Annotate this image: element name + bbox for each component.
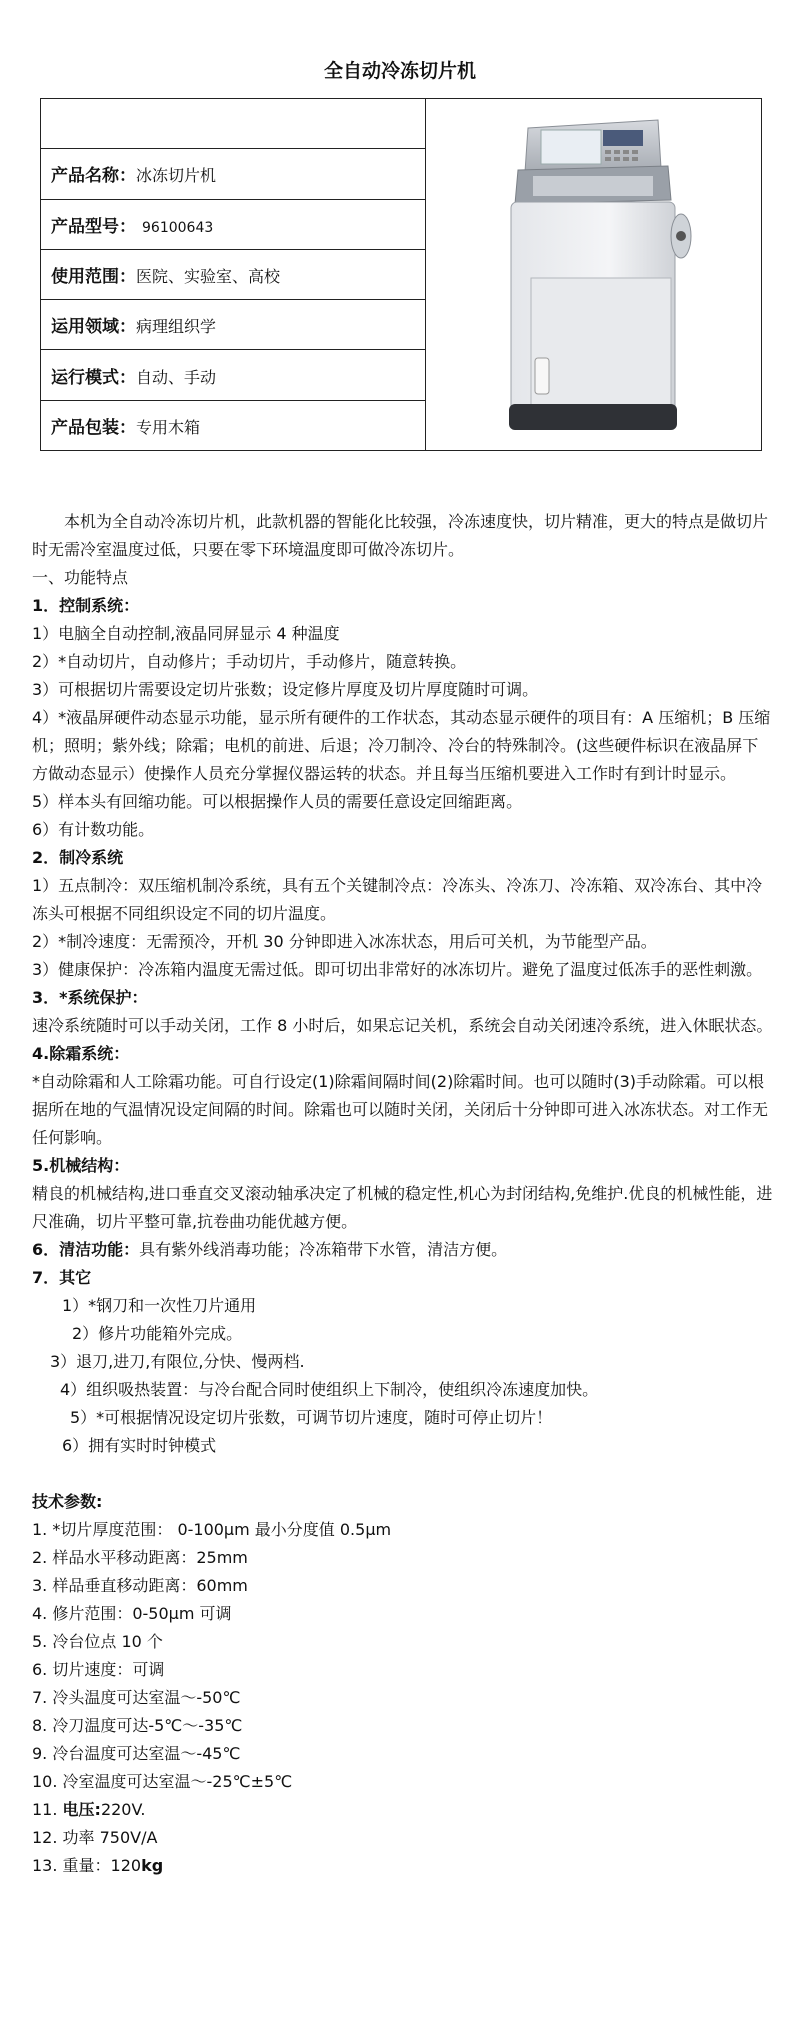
cooling-item-1: 1）五点制冷：双压缩机制冷系统，具有五个关键制冷点：冷冻头、冷冻刀、冷冻箱、双冷冻台、其中冷冻头可根据不同组织设定不同的切片温度。 [32, 876, 763, 923]
product-info-table [40, 98, 762, 451]
application-field-row [41, 300, 426, 350]
control-item-5: 5）样本头有回缩功能。可以根据操作人员的需要任意设定回缩距离。 [32, 792, 523, 811]
page-title: 全自动冷冻切片机 [323, 60, 476, 82]
application-field-label: 运用领域： [51, 317, 136, 338]
product-model-row [41, 199, 426, 249]
other-item-6: 6）拥有实时时钟模式 [62, 1436, 217, 1455]
product-name-value: 冰冻切片机 [136, 166, 217, 186]
control-item-3: 3）可根据切片需要设定切片张数；设定修片厚度及切片厚度随时可调。 [32, 680, 539, 699]
tech-item-9: 9. 冷台温度可达室温～-45℃ [32, 1744, 241, 1763]
product-model-label: 产品型号： [51, 216, 136, 237]
tech-item-7: 7. 冷头温度可达室温～-50℃ [32, 1688, 241, 1707]
mechanical-structure-text: 精良的机械结构,进口垂直交叉滚动轴承决定了机械的稳定性,机心为封闭结构,免维护.优良的机械性能，进尺准确，切片平整可靠,抗卷曲功能优越方便。 [32, 1184, 773, 1231]
system-protection-text: 速冷系统随时可以手动关闭，工作 8 小时后，如果忘记关机，系统会自动关闭速冷系统，进入休眠状态。 [32, 1016, 773, 1035]
features-heading: 一、功能特点 [32, 568, 129, 587]
cleaning-function-text: 具有紫外线消毒功能；冷冻箱带下水管，清洁方便。 [139, 1240, 508, 1259]
tech-item-11-value: 220V. [100, 1800, 146, 1819]
other-item-3: 3）退刀,进刀,有限位,分快、慢两档. [50, 1352, 305, 1371]
tech-item-2: 2. 样品水平移动距离：25mm [32, 1548, 248, 1567]
product-name-label: 产品名称： [51, 166, 136, 187]
usage-scope-row [41, 249, 426, 299]
control-item-1: 1）电脑全自动控制,液晶同屏显示 4 种温度 [32, 624, 340, 643]
cooling-system-heading: 2．制冷系统 [32, 848, 124, 867]
tech-item-6: 6. 切片速度：可调 [32, 1660, 165, 1679]
mechanical-structure-heading: 5.机械结构： [32, 1156, 130, 1175]
control-system-heading: 1．控制系统： [32, 596, 140, 615]
packaging-row [41, 400, 426, 450]
tech-item-11-label: 电压: [62, 1800, 101, 1819]
tech-item-13-unit: kg [141, 1856, 164, 1875]
product-image-cell [425, 99, 761, 451]
tech-item-10: 10. 冷室温度可达室温～-25℃±5℃ [32, 1772, 293, 1791]
system-protection-heading: 3．*系统保护： [32, 988, 148, 1007]
cooling-item-3: 3）健康保护：冷冻箱内温度无需过低。即可切出非常好的冰冻切片。避免了温度过低冻手的恶性刺激。 [32, 960, 763, 979]
run-mode-row [41, 350, 426, 400]
other-heading: 7．其它 [32, 1268, 92, 1287]
tech-item-5: 5. 冷台位点 10 个 [32, 1632, 163, 1651]
usage-scope-label: 使用范围： [51, 266, 136, 287]
run-mode-label: 运行模式： [51, 367, 136, 388]
tech-item-13 [32, 1852, 774, 1880]
control-item-2: 2）*自动切片，自动修片；手动切片，手动修片，随意转换。 [32, 652, 467, 671]
tech-item-1: 1. *切片厚度范围： 0-100μm 最小分度值 0.5μm [32, 1520, 392, 1539]
product-name-row [41, 149, 426, 199]
intro-paragraph: 本机为全自动冷冻切片机，此款机器的智能化比较强，冷冻速度快，切片精准，更大的特点是做切片时无需冷室温度过低，只要在零下环境温度即可做冷冻切片。 [32, 512, 769, 559]
other-item-4: 4）组织吸热装置：与冷台配合同时使组织上下制冷，使组织冷冻速度加快。 [60, 1380, 599, 1399]
tech-item-8: 8. 冷刀温度可达-5℃～-35℃ [32, 1716, 243, 1735]
tech-item-11-number: 11. [32, 1800, 63, 1819]
tech-item-12: 12. 功率 750V/A [32, 1828, 158, 1847]
application-field-value: 病理组织学 [136, 317, 217, 337]
packaging-value: 专用木箱 [136, 417, 201, 437]
description-body [32, 508, 774, 1880]
cryostat-machine-image [483, 108, 703, 438]
control-item-4: 4）*液晶屏硬件动态显示功能，显示所有硬件的工作状态，其动态显示硬件的项目有：A 压缩机；B 压缩机；照明；紫外线；除霜；电机的前进、后退；冷刀制冷、冷台的特殊制冷。(这些硬件标识在液晶屏下方做动态显示）使操作人员充分掌握仪器运转的状态。并且每当压缩机要进入工作时有到计时显示。 [32, 708, 771, 783]
product-model-value: 96100643 [142, 219, 214, 236]
cooling-item-2: 2）*制冷速度：无需预冷，开机 30 分钟即进入冰冻状态，用后可关机，为节能型产品。 [32, 932, 657, 951]
other-item-1: 1）*钢刀和一次性刀片通用 [62, 1296, 257, 1315]
run-mode-value: 自动、手动 [136, 367, 217, 387]
tech-item-11 [32, 1796, 774, 1824]
usage-scope-value: 医院、实验室、高校 [136, 266, 281, 286]
tech-item-13-text: 13. 重量：120 [32, 1856, 142, 1875]
other-item-2: 2）修片功能箱外完成。 [72, 1324, 243, 1343]
packaging-label: 产品包装： [51, 417, 136, 438]
defrost-system-text: *自动除霜和人工除霜功能。可自行设定(1)除霜间隔时间(2)除霜时间。也可以随时(3)手动除霜。可以根据所在地的气温情况设定间隔的时间。除霜也可以随时关闭，关闭后十分钟即可进入冰冻状态。对工作无任何影响。 [32, 1072, 769, 1147]
tech-item-4: 4. 修片范围：0-50μm 可调 [32, 1604, 232, 1623]
control-item-6: 6）有计数功能。 [32, 820, 155, 839]
empty-header-cell [41, 99, 426, 149]
cleaning-function-heading: 6．清洁功能： [32, 1240, 140, 1259]
tech-params-heading: 技术参数: [32, 1492, 103, 1511]
tech-item-3: 3. 样品垂直移动距离：60mm [32, 1576, 248, 1595]
defrost-system-heading: 4.除霜系统： [32, 1044, 130, 1063]
other-item-5: 5）*可根据情况设定切片张数，可调节切片速度，随时可停止切片！ [70, 1408, 553, 1427]
cleaning-function-line [32, 1236, 774, 1264]
